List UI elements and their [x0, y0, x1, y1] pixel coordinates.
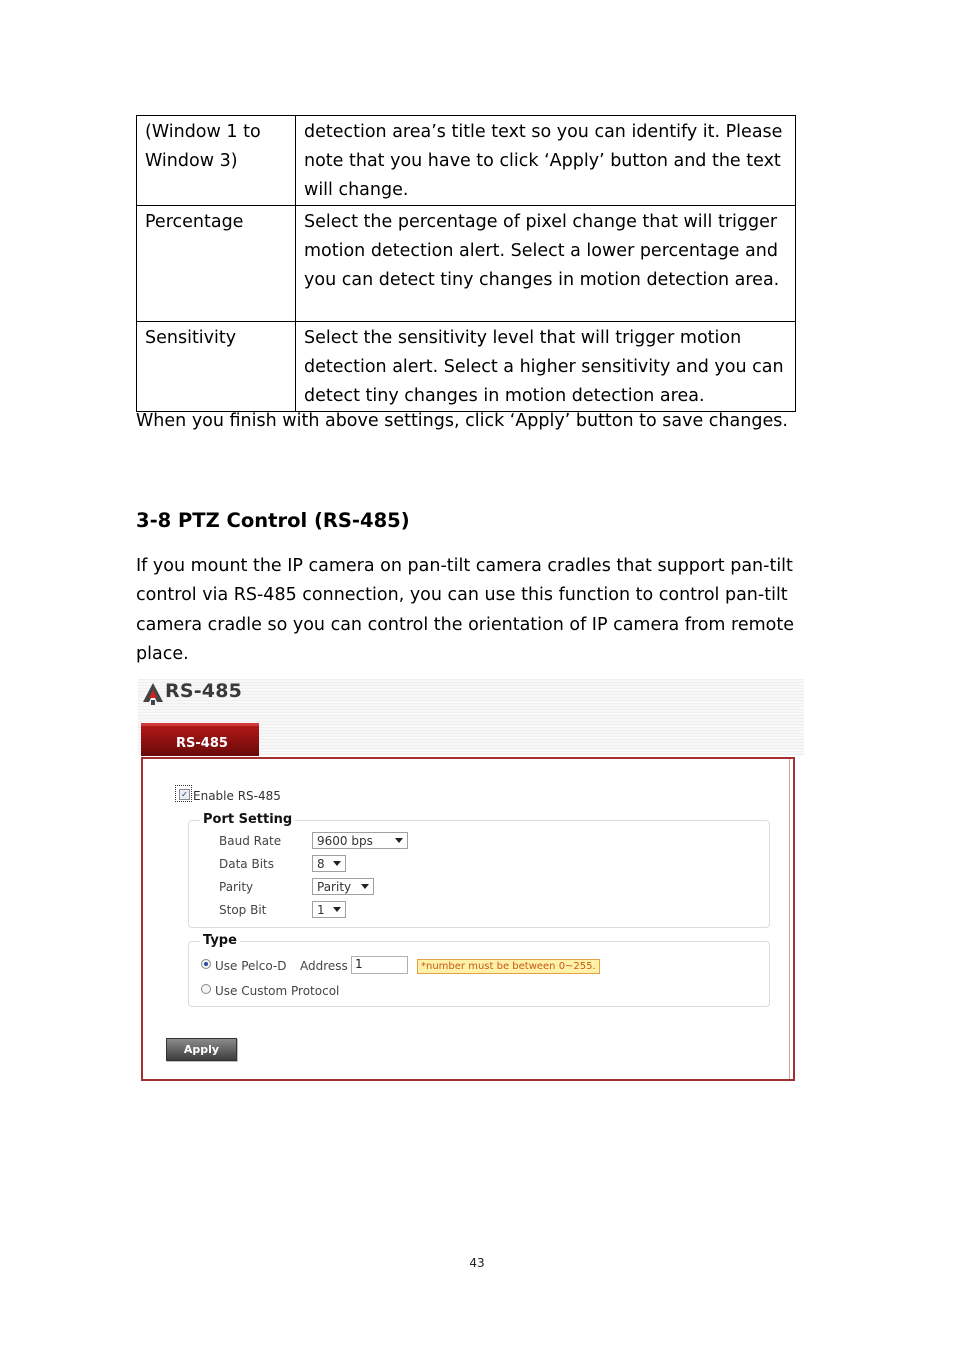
rs485-screenshot	[138, 679, 804, 1084]
chevron-down-icon	[333, 907, 341, 912]
parity-value: Parity	[317, 880, 352, 894]
screenshot-header	[138, 679, 804, 755]
address-hint: *number must be between 0~255.	[417, 959, 600, 974]
section-intro: If you mount the IP camera on pan-tilt camera cradles that support pan-tilt control via RS-485 connection, you can use this function to control pan-tilt camera cradle so you can control the orientation of IP camera from remote place.	[136, 556, 794, 664]
custom-protocol-label: Use Custom Protocol	[215, 984, 340, 998]
apply-button[interactable]: Apply	[166, 1038, 237, 1061]
custom-protocol-radio[interactable]	[201, 984, 211, 994]
chevron-down-icon	[361, 884, 369, 889]
panel-divider	[789, 759, 790, 1079]
data-bits-value: 8	[317, 857, 325, 871]
port-setting-legend: Port Setting	[200, 812, 295, 827]
table-cell-description: Select the sensitivity level that will trigger motion detection alert. Select a higher sensitivity and you can detect tiny changes in motion detection area.	[296, 322, 796, 412]
table-row	[137, 116, 796, 206]
address-input[interactable]: 1	[351, 956, 408, 974]
table-cell-name: Percentage	[137, 206, 296, 322]
table-cell-name: Sensitivity	[137, 322, 296, 412]
type-legend: Type	[200, 933, 240, 948]
enable-rs485-checkbox[interactable]	[175, 785, 192, 802]
stop-bit-value: 1	[317, 903, 325, 917]
checkmark-icon: ✓	[179, 789, 190, 800]
page-number: 43	[469, 1256, 485, 1270]
parity-select[interactable]	[312, 878, 374, 895]
pelco-d-label: Use Pelco-D	[215, 959, 287, 973]
table-row	[137, 206, 796, 322]
baud-rate-value: 9600 bps	[317, 834, 373, 848]
screenshot-title: RS-485	[165, 680, 243, 702]
tab-rs485[interactable]: RS-485	[141, 723, 259, 756]
chevron-down-icon	[395, 838, 403, 843]
logo-icon	[142, 682, 164, 706]
parity-label: Parity	[219, 880, 254, 894]
chevron-down-icon	[333, 861, 341, 866]
table-cell-description: Select the percentage of pixel change that will trigger motion detection alert. Select a lower percentage and you can detect tiny changes in motion detection area.	[296, 206, 796, 322]
enable-rs485-label: Enable RS-485	[193, 789, 281, 803]
table-cell-name: (Window 1 to Window 3)	[137, 116, 296, 206]
baud-rate-select[interactable]	[312, 832, 408, 849]
table-row	[137, 322, 796, 412]
pelco-d-radio[interactable]	[201, 959, 211, 969]
settings-panel	[141, 757, 795, 1081]
data-bits-label: Data Bits	[219, 857, 274, 871]
stop-bit-select[interactable]	[312, 901, 346, 918]
parameter-table	[136, 115, 796, 412]
address-label: Address	[300, 959, 348, 973]
after-table-text: When you finish with above settings, click ‘Apply’ button to save changes.	[136, 411, 788, 431]
section-title: 3-8 PTZ Control (RS-485)	[136, 509, 410, 532]
table-cell-description: detection area’s title text so you can identify it. Please note that you have to click ‘Apply’ button and the text will change.	[296, 116, 796, 206]
baud-rate-label: Baud Rate	[219, 834, 282, 848]
data-bits-select[interactable]	[312, 855, 346, 872]
stop-bit-label: Stop Bit	[219, 903, 267, 917]
